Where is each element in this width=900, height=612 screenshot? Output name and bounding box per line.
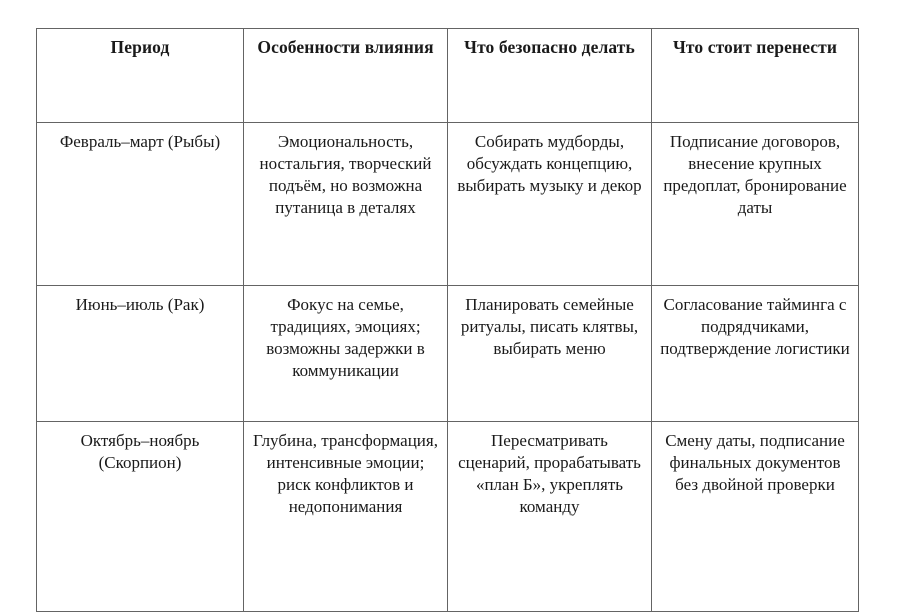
column-header-influence-text: Особенности влияния — [257, 37, 434, 57]
column-header-period — [37, 29, 244, 123]
cell-safe-actions-text: Пересматривать сценарий, прорабатывать «план Б», укреплять команду — [458, 431, 641, 517]
column-header-period-text: Период — [110, 37, 170, 57]
table-row — [37, 286, 859, 422]
cell-postpone — [652, 123, 859, 286]
table-header — [37, 29, 859, 123]
table-row — [37, 422, 859, 612]
column-header-postpone-text: Что стоит перенести — [672, 37, 838, 57]
cell-period — [37, 123, 244, 286]
cell-postpone-text: Смену даты, подписание финальных документов без двойной проверки — [665, 431, 845, 495]
cell-influence — [244, 422, 448, 612]
table-body — [37, 123, 859, 612]
cell-period — [37, 286, 244, 422]
cell-period-text: Февраль–март (Рыбы) — [59, 132, 221, 151]
cell-influence — [244, 286, 448, 422]
cell-influence-text: Глубина, трансформация, интенсивные эмоции; риск конфликтов и недопонимания — [253, 431, 438, 517]
astrological-periods-table — [36, 28, 859, 612]
cell-postpone-text: Согласование тайминга с подрядчиками, подтверждение логистики — [660, 295, 850, 359]
column-header-safe-actions — [448, 29, 652, 123]
cell-period — [37, 422, 244, 612]
cell-safe-actions — [448, 123, 652, 286]
cell-safe-actions-text: Планировать семейные ритуалы, писать клятвы, выбирать меню — [460, 295, 639, 359]
cell-influence — [244, 123, 448, 286]
cell-postpone-text: Подписание договоров, внесение крупных предоплат, бронирование даты — [663, 132, 847, 218]
cell-safe-actions-text: Собирать мудборды, обсуждать концепцию, выбирать музыку и декор — [457, 132, 642, 196]
cell-postpone — [652, 422, 859, 612]
cell-postpone — [652, 286, 859, 422]
cell-influence-text: Эмоциональность, ностальгия, творческий подъём, но возможна путаница в деталях — [259, 132, 432, 218]
table-header-row — [37, 29, 859, 123]
cell-period-text: Октябрь–ноябрь (Скорпион) — [80, 431, 200, 473]
cell-period-text: Июнь–июль (Рак) — [75, 295, 205, 314]
column-header-safe-actions-text: Что безопасно делать — [464, 37, 635, 57]
cell-safe-actions — [448, 286, 652, 422]
column-header-influence — [244, 29, 448, 123]
table-container — [36, 28, 858, 612]
column-header-postpone — [652, 29, 859, 123]
table-row — [37, 123, 859, 286]
cell-influence-text: Фокус на семье, традициях, эмоциях; возможны задержки в коммуникации — [266, 295, 425, 381]
cell-safe-actions — [448, 422, 652, 612]
